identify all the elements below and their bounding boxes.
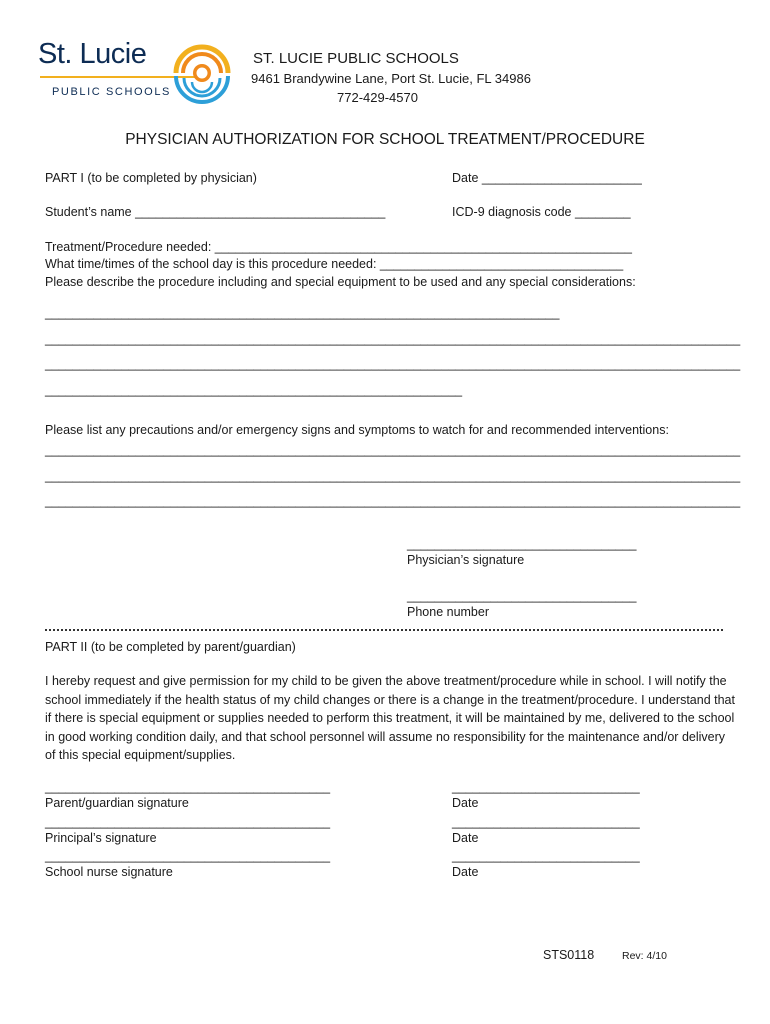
principal-date-line[interactable]: ___________________________ (452, 815, 640, 829)
nurse-date-label: Date (452, 865, 479, 879)
student-name-field[interactable]: Student’s name ____________________________________ (45, 205, 386, 219)
logo-subtitle: PUBLIC SCHOOLS (52, 86, 171, 98)
form-code: STS0118 (543, 948, 595, 962)
precautions-line[interactable]: ____________________________________________________________________________________________________ (45, 469, 741, 483)
nurse-signature-line[interactable]: _________________________________________ (45, 849, 331, 863)
describe-line[interactable]: __________________________________________________________________________ (45, 306, 560, 320)
section-divider (45, 629, 723, 631)
precautions-line[interactable]: ____________________________________________________________________________________________________ (45, 443, 741, 457)
procedure-time-field[interactable]: What time/times of the school day is this procedure needed: ___________________________________ (45, 257, 624, 271)
describe-line[interactable]: ____________________________________________________________________________________________________ (45, 332, 741, 346)
phone-number-label: Phone number (407, 605, 490, 619)
form-title: PHYSICIAN AUTHORIZATION FOR SCHOOL TREATMENT/PROCEDURE (125, 131, 645, 148)
school-name: ST. LUCIE PUBLIC SCHOOLS (253, 50, 459, 67)
physician-signature-line[interactable]: _________________________________ (407, 537, 637, 551)
logo-name: St. Lucie (38, 38, 147, 70)
treatment-field[interactable]: Treatment/Procedure needed: ____________________________________________________________ (45, 240, 632, 254)
consent-paragraph: I hereby request and give permission for my child to be given the above treatment/procedure while in school. I will notify the school immediately if the health status of my child changes or there is a change in the treatment/procedure. I understand that if there is special equipment or supplies needed to perform this treatment, it will be maintained by me, delivered to the school in good working condition daily, and that school personnel will assume no responsibility for the maintenance and/or delivery of this special equipment/supplies. (45, 674, 735, 762)
school-address: 9461 Brandywine Lane, Port St. Lucie, FL 34986 (251, 71, 531, 86)
precautions-line[interactable]: ____________________________________________________________________________________________________ (45, 494, 741, 508)
date-field[interactable]: Date _______________________ (452, 171, 642, 185)
parent-date-line[interactable]: ___________________________ (452, 780, 640, 794)
part2-heading: PART II (to be completed by parent/guardian) (45, 640, 296, 654)
parent-date-label: Date (452, 796, 479, 810)
describe-prompt: Please describe the procedure including and special equipment to be used and any special considerations: (45, 275, 636, 289)
describe-line[interactable]: ____________________________________________________________ (45, 383, 463, 397)
icd9-code-field[interactable]: ICD-9 diagnosis code ________ (452, 205, 631, 219)
parent-signature-line[interactable]: _________________________________________ (45, 780, 331, 794)
nurse-date-line[interactable]: ___________________________ (452, 849, 640, 863)
phone-number-line[interactable]: _________________________________ (407, 589, 637, 603)
part1-heading: PART I (to be completed by physician) (45, 171, 257, 185)
describe-line[interactable]: ____________________________________________________________________________________________________ (45, 357, 741, 371)
parent-signature-label: Parent/guardian signature (45, 796, 189, 810)
principal-signature-label: Principal’s signature (45, 831, 157, 845)
sun-logo-icon (170, 42, 234, 109)
principal-date-label: Date (452, 831, 479, 845)
principal-signature-line[interactable]: _________________________________________ (45, 815, 331, 829)
school-phone: 772-429-4570 (337, 90, 418, 105)
precautions-prompt: Please list any precautions and/or emergency signs and symptoms to watch for and recommended interventions: (45, 423, 669, 437)
physician-signature-label: Physician’s signature (407, 553, 525, 567)
nurse-signature-label: School nurse signature (45, 865, 173, 879)
revision-label: Rev: 4/10 (622, 950, 667, 962)
